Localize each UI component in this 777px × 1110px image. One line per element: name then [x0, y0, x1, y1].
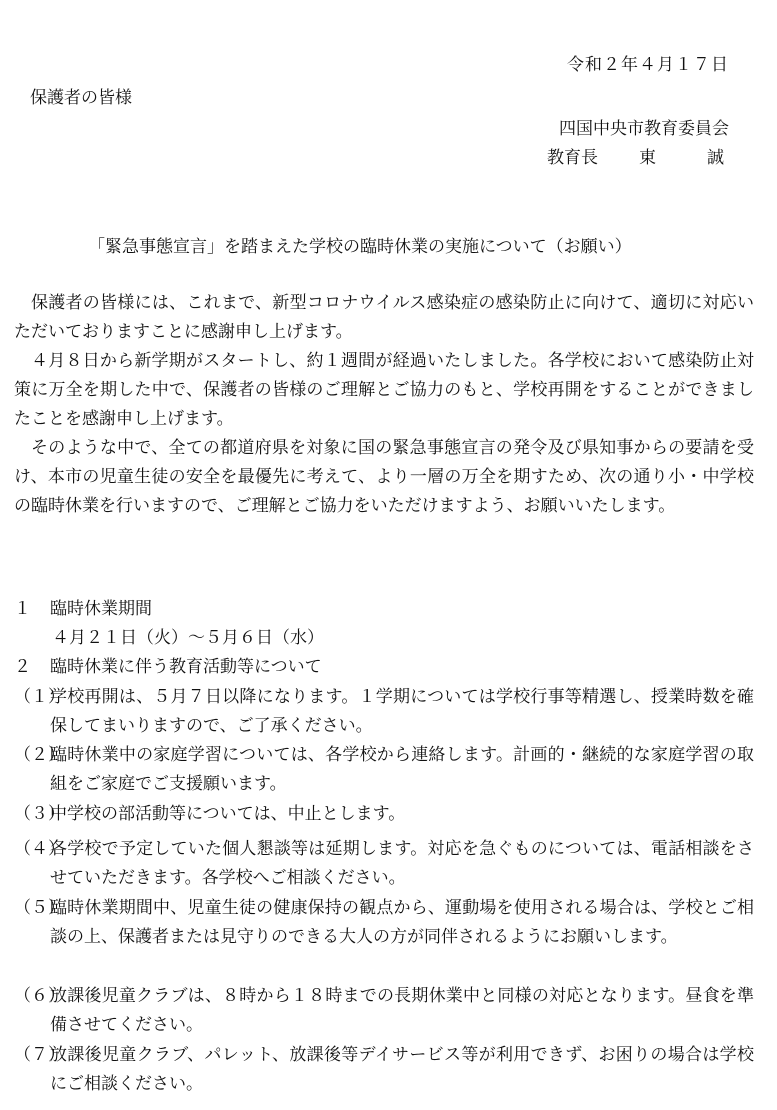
document-date: 令和２年４月１７日: [567, 55, 729, 75]
list-item-text: 放課後児童クラブは、８時から１８時までの長期休業中と同様の対応となります。昼食を準備させてください。: [50, 986, 754, 1036]
list-item-text: 学校再開は、５月７日以降になります。１学期については学校行事等精選し、授業時数を確保してまいりますので、ご了承ください。: [50, 687, 754, 737]
section-number: ２: [14, 657, 31, 677]
list-item-text: 放課後児童クラブ、パレット、放課後等デイサービス等が利用できず、お困りの場合は学校にご相談ください。: [50, 1045, 754, 1095]
body-paragraph: 保護者の皆様には、これまで、新型コロナウイルス感染症の感染防止に向けて、適切に対応いただいておりますことに感謝申し上げます。: [14, 293, 754, 343]
sender-title: 教育長: [547, 148, 598, 168]
list-item-marker: （６）: [14, 986, 65, 1006]
body-paragraph: そのような中で、全ての都道府県を対象に国の緊急事態宣言の発令及び県知事からの要請を受け、本市の児童生徒の安全を最優先に考えて、より一層の万全を期すため、次の通り小・中学校の臨時休業を行いますので、ご理解とご協力をいただけますよう、お願いいたします。: [14, 438, 754, 517]
document-title: 「緊急事態宣言」を踏まえた学校の臨時休業の実施について（お願い）: [88, 237, 632, 257]
list-item-marker: （７）: [14, 1045, 65, 1065]
section-heading-text: 臨時休業期間: [50, 599, 152, 619]
list-item-text: 臨時休業中の家庭学習については、各学校から連絡します。計画的・継続的な家庭学習の取組をご家庭でご支援願います。: [50, 745, 754, 795]
closure-period: ４月２１日（火）～５月６日（水）: [52, 628, 324, 648]
sender-family-name: 東: [639, 148, 656, 168]
sender-given-name: 誠: [707, 148, 724, 168]
body-paragraph: ４月８日から新学期がスタートし、約１週間が経過いたしました。各学校において感染防止対策に万全を期した中で、保護者の皆様のご理解とご協力のもと、学校再開をすることができましたことを感謝申し上げます。: [14, 351, 754, 430]
sender-organization: 四国中央市教育委員会: [559, 119, 729, 139]
section-number: １: [14, 599, 31, 619]
section-heading-text: 臨時休業に伴う教育活動等について: [50, 657, 322, 677]
list-item: [14, 741, 754, 799]
list-item: [14, 982, 754, 1040]
list-item: [14, 1041, 754, 1099]
list-item-marker: （１）: [14, 687, 65, 707]
addressee: 保護者の皆様: [30, 88, 132, 108]
list-item: [14, 835, 754, 893]
list-item-marker: （３）: [14, 804, 65, 824]
section-heading: [14, 594, 152, 619]
list-item-text: 各学校で予定していた個人懇談等は延期します。対応を急ぐものについては、電話相談をさせていただきます。各学校へご相談ください。: [50, 839, 754, 889]
list-item: [14, 894, 754, 952]
list-item: [14, 683, 754, 741]
list-item-text: 臨時休業期間中、児童生徒の健康保持の観点から、運動場を使用される場合は、学校とご相談の上、保護者または見守りのできる大人の方が同伴されるようにお願いします。: [50, 898, 754, 948]
list-item-marker: （２）: [14, 745, 65, 765]
sender-name: [547, 143, 724, 168]
list-item-marker: （５）: [14, 898, 65, 918]
list-item: [14, 800, 754, 829]
list-item-text: 中学校の部活動等については、中止とします。: [50, 804, 406, 824]
section-heading: [14, 652, 322, 677]
list-item-marker: （４）: [14, 839, 65, 859]
